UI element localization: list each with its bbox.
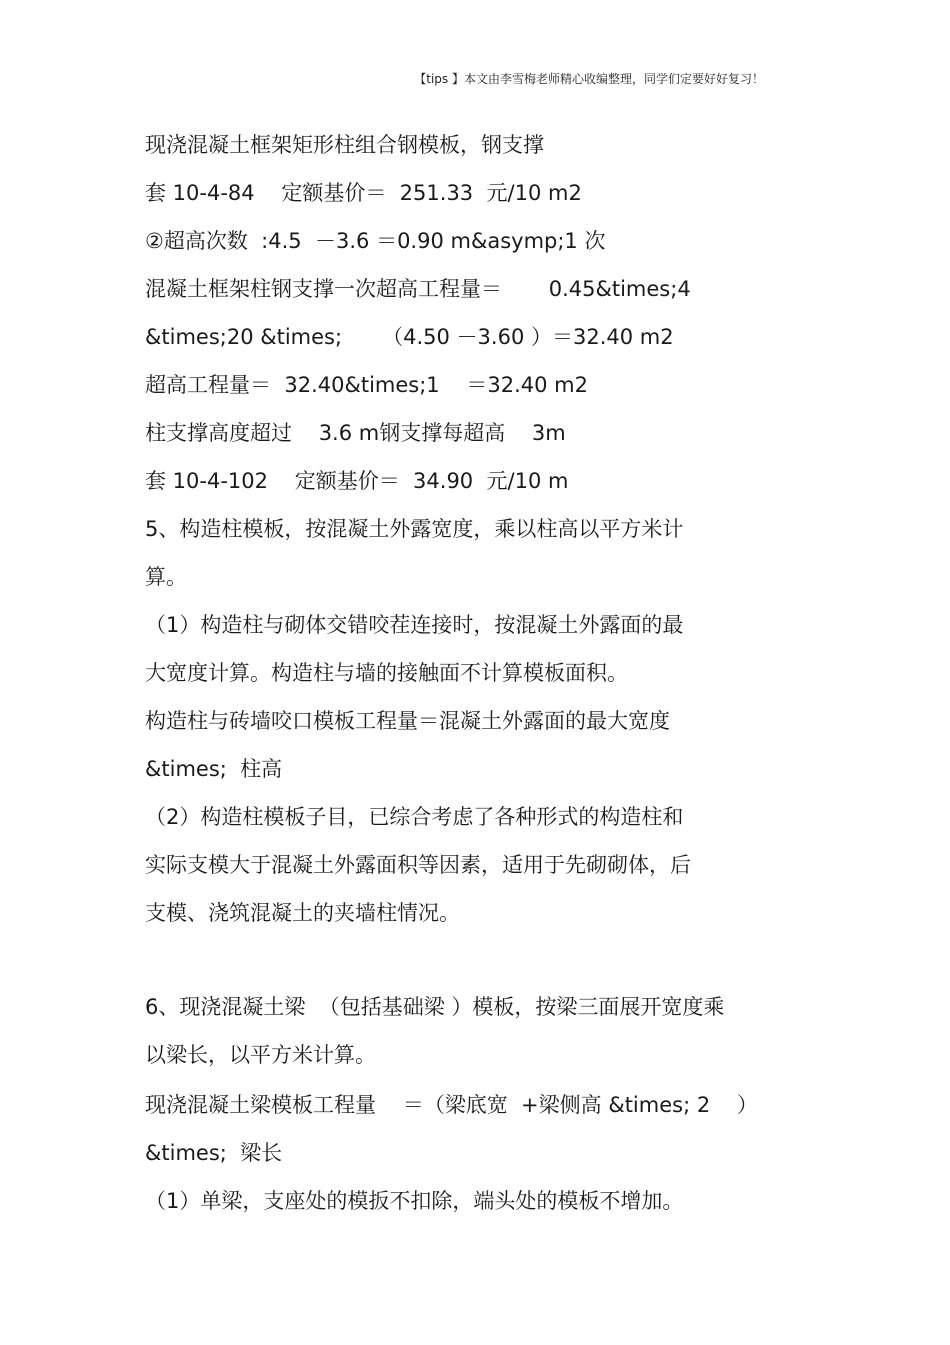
text-line: 以梁长，以平方米计算。: [145, 1043, 376, 1067]
text-line: 现浇混凝土框架矩形柱组合钢模板，钢支撑: [145, 133, 544, 157]
text-line: 混凝土框架柱钢支撑一次超高工程量＝ 0.45&times;4: [145, 277, 691, 301]
text-line: &times; 柱高: [145, 757, 283, 781]
text-line: 大宽度计算。构造柱与墙的接触面不计算模板面积。: [145, 661, 628, 685]
text-line: 算。: [145, 565, 187, 589]
text-line: &times;20 &times; （4.50 －3.60 ）＝32.40 m2: [145, 325, 674, 349]
text-line: &times; 梁长: [145, 1141, 283, 1165]
text-line: 6、现浇混凝土梁 （包括基础梁 ）模板，按梁三面展开宽度乘: [145, 995, 725, 1019]
text-line: 超高工程量＝ 32.40&times;1 ＝32.40 m2: [145, 373, 588, 397]
text-line: ②超高次数 :4.5 －3.6 ＝0.90 m&asymp;1 次: [145, 229, 606, 253]
text-line: （1）构造柱与砌体交错咬茬连接时，按混凝土外露面的最: [145, 613, 684, 637]
text-line: 套 10-4-102 定额基价＝ 34.90 元/10 m: [145, 469, 569, 493]
text-line: 实际支模大于混凝土外露面积等因素，适用于先砌砌体，后: [145, 853, 691, 877]
text-line: （2）构造柱模板子目，已综合考虑了各种形式的构造柱和: [145, 805, 684, 829]
text-line: 柱支撑高度超过 3.6 m钢支撑每超高 3m: [145, 421, 566, 445]
header-tip: 【tips 】本文由李雪梅老师精心收编整理，同学们定要好好复习！: [414, 72, 764, 86]
text-line: 5、构造柱模板，按混凝土外露宽度，乘以柱高以平方米计: [145, 517, 684, 541]
text-line: 构造柱与砖墙咬口模板工程量＝混凝土外露面的最大宽度: [145, 709, 670, 733]
text-line: （1）单梁，支座处的模扳不扣除，端头处的模板不增加。: [145, 1189, 684, 1213]
text-line: 支模、浇筑混凝土的夹墙柱情况。: [145, 901, 460, 925]
text-line: 套 10-4-84 定额基价＝ 251.33 元/10 m2: [145, 181, 582, 205]
text-line: 现浇混凝土梁模板工程量 ＝（梁底宽 +梁侧高 &times; 2 ）: [145, 1093, 758, 1117]
